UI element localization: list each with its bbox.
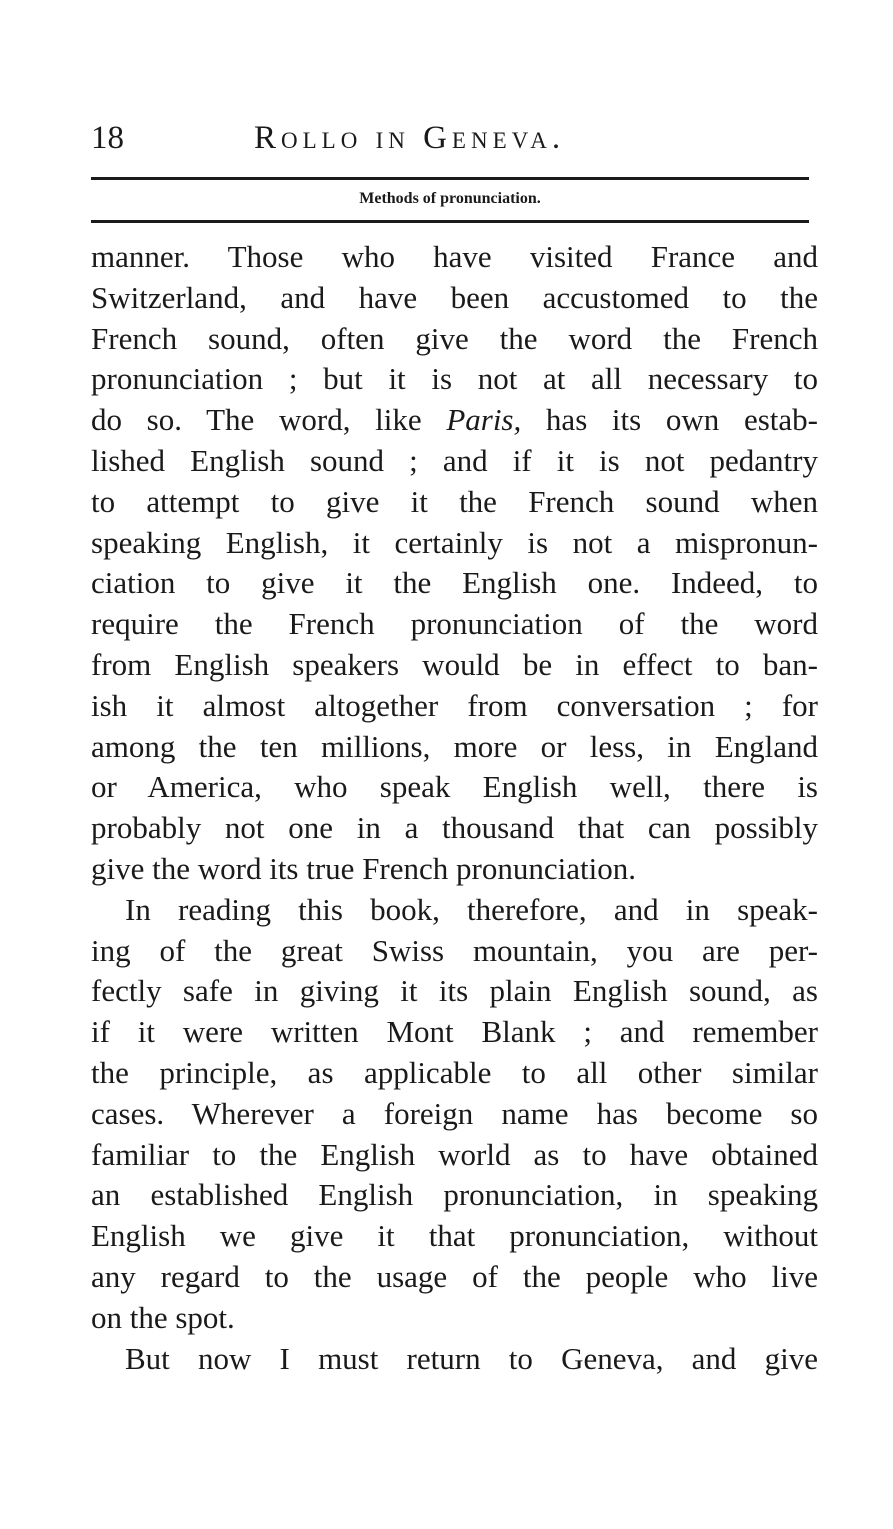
- text-line: among the ten millions, more or less, in England: [91, 728, 818, 764]
- text-line: require the French pronunciation of the word: [91, 606, 818, 642]
- text-line: fectly safe in giving it its plain English sound, as: [91, 973, 818, 1009]
- text-line: give the word its true French pronunciation.: [91, 850, 636, 886]
- book-title: Rollo in Geneva.: [254, 120, 566, 156]
- text-line: to attempt to give it the French sound when: [91, 483, 818, 519]
- section-heading: Methods of pronunciation.: [359, 190, 541, 207]
- text-line: ish it almost altogether from conversation ; for: [91, 687, 818, 723]
- text-line: ciation to give it the English one. Indeed, to: [91, 565, 818, 601]
- text-line: pronunciation ; but it is not at all necessary to: [91, 361, 818, 397]
- body-text: [91, 237, 818, 1379]
- text-line: on the spot.: [91, 1299, 235, 1335]
- text-line-with-italic: [91, 400, 818, 441]
- text-line: any regard to the usage of the people who live: [91, 1258, 818, 1294]
- header-rule-top: [91, 177, 809, 180]
- text-line: cases. Wherever a foreign name has become so: [91, 1095, 818, 1131]
- text-line: an established English pronunciation, in speaking: [91, 1177, 818, 1213]
- text-segment: do so. The word, like: [91, 402, 447, 438]
- text-line: In reading this book, therefore, and in speak-: [125, 891, 818, 927]
- text-line: ing of the great Swiss mountain, you are per-: [91, 932, 818, 968]
- text-line: if it were written Mont Blank ; and remember: [91, 1014, 818, 1050]
- running-head: [91, 116, 821, 160]
- text-line: probably not one in a thousand that can possibly: [91, 810, 818, 846]
- text-line: But now I must return to Geneva, and give: [125, 1340, 818, 1376]
- text-line: from English speakers would be in effect to ban-: [91, 646, 818, 682]
- text-line: or America, who speak English well, there is: [91, 769, 818, 805]
- page-number: 18: [91, 120, 124, 156]
- text-line: speaking English, it certainly is not a mispronun-: [91, 524, 818, 560]
- header-rule-bottom: [91, 220, 809, 223]
- text-line: the principle, as applicable to all other similar: [91, 1054, 818, 1090]
- text-line: Switzerland, and have been accustomed to the: [91, 279, 818, 315]
- text-line: English we give it that pronunciation, without: [91, 1218, 818, 1254]
- text-line: manner. Those who have visited France and: [91, 239, 818, 274]
- text-line: lished English sound ; and if it is not pedantry: [91, 442, 818, 478]
- italic-word: Paris,: [446, 402, 522, 438]
- text-segment: has its own estab-: [521, 402, 818, 438]
- text-line: familiar to the English world as to have obtained: [91, 1136, 818, 1172]
- text-line: French sound, often give the word the French: [91, 320, 818, 356]
